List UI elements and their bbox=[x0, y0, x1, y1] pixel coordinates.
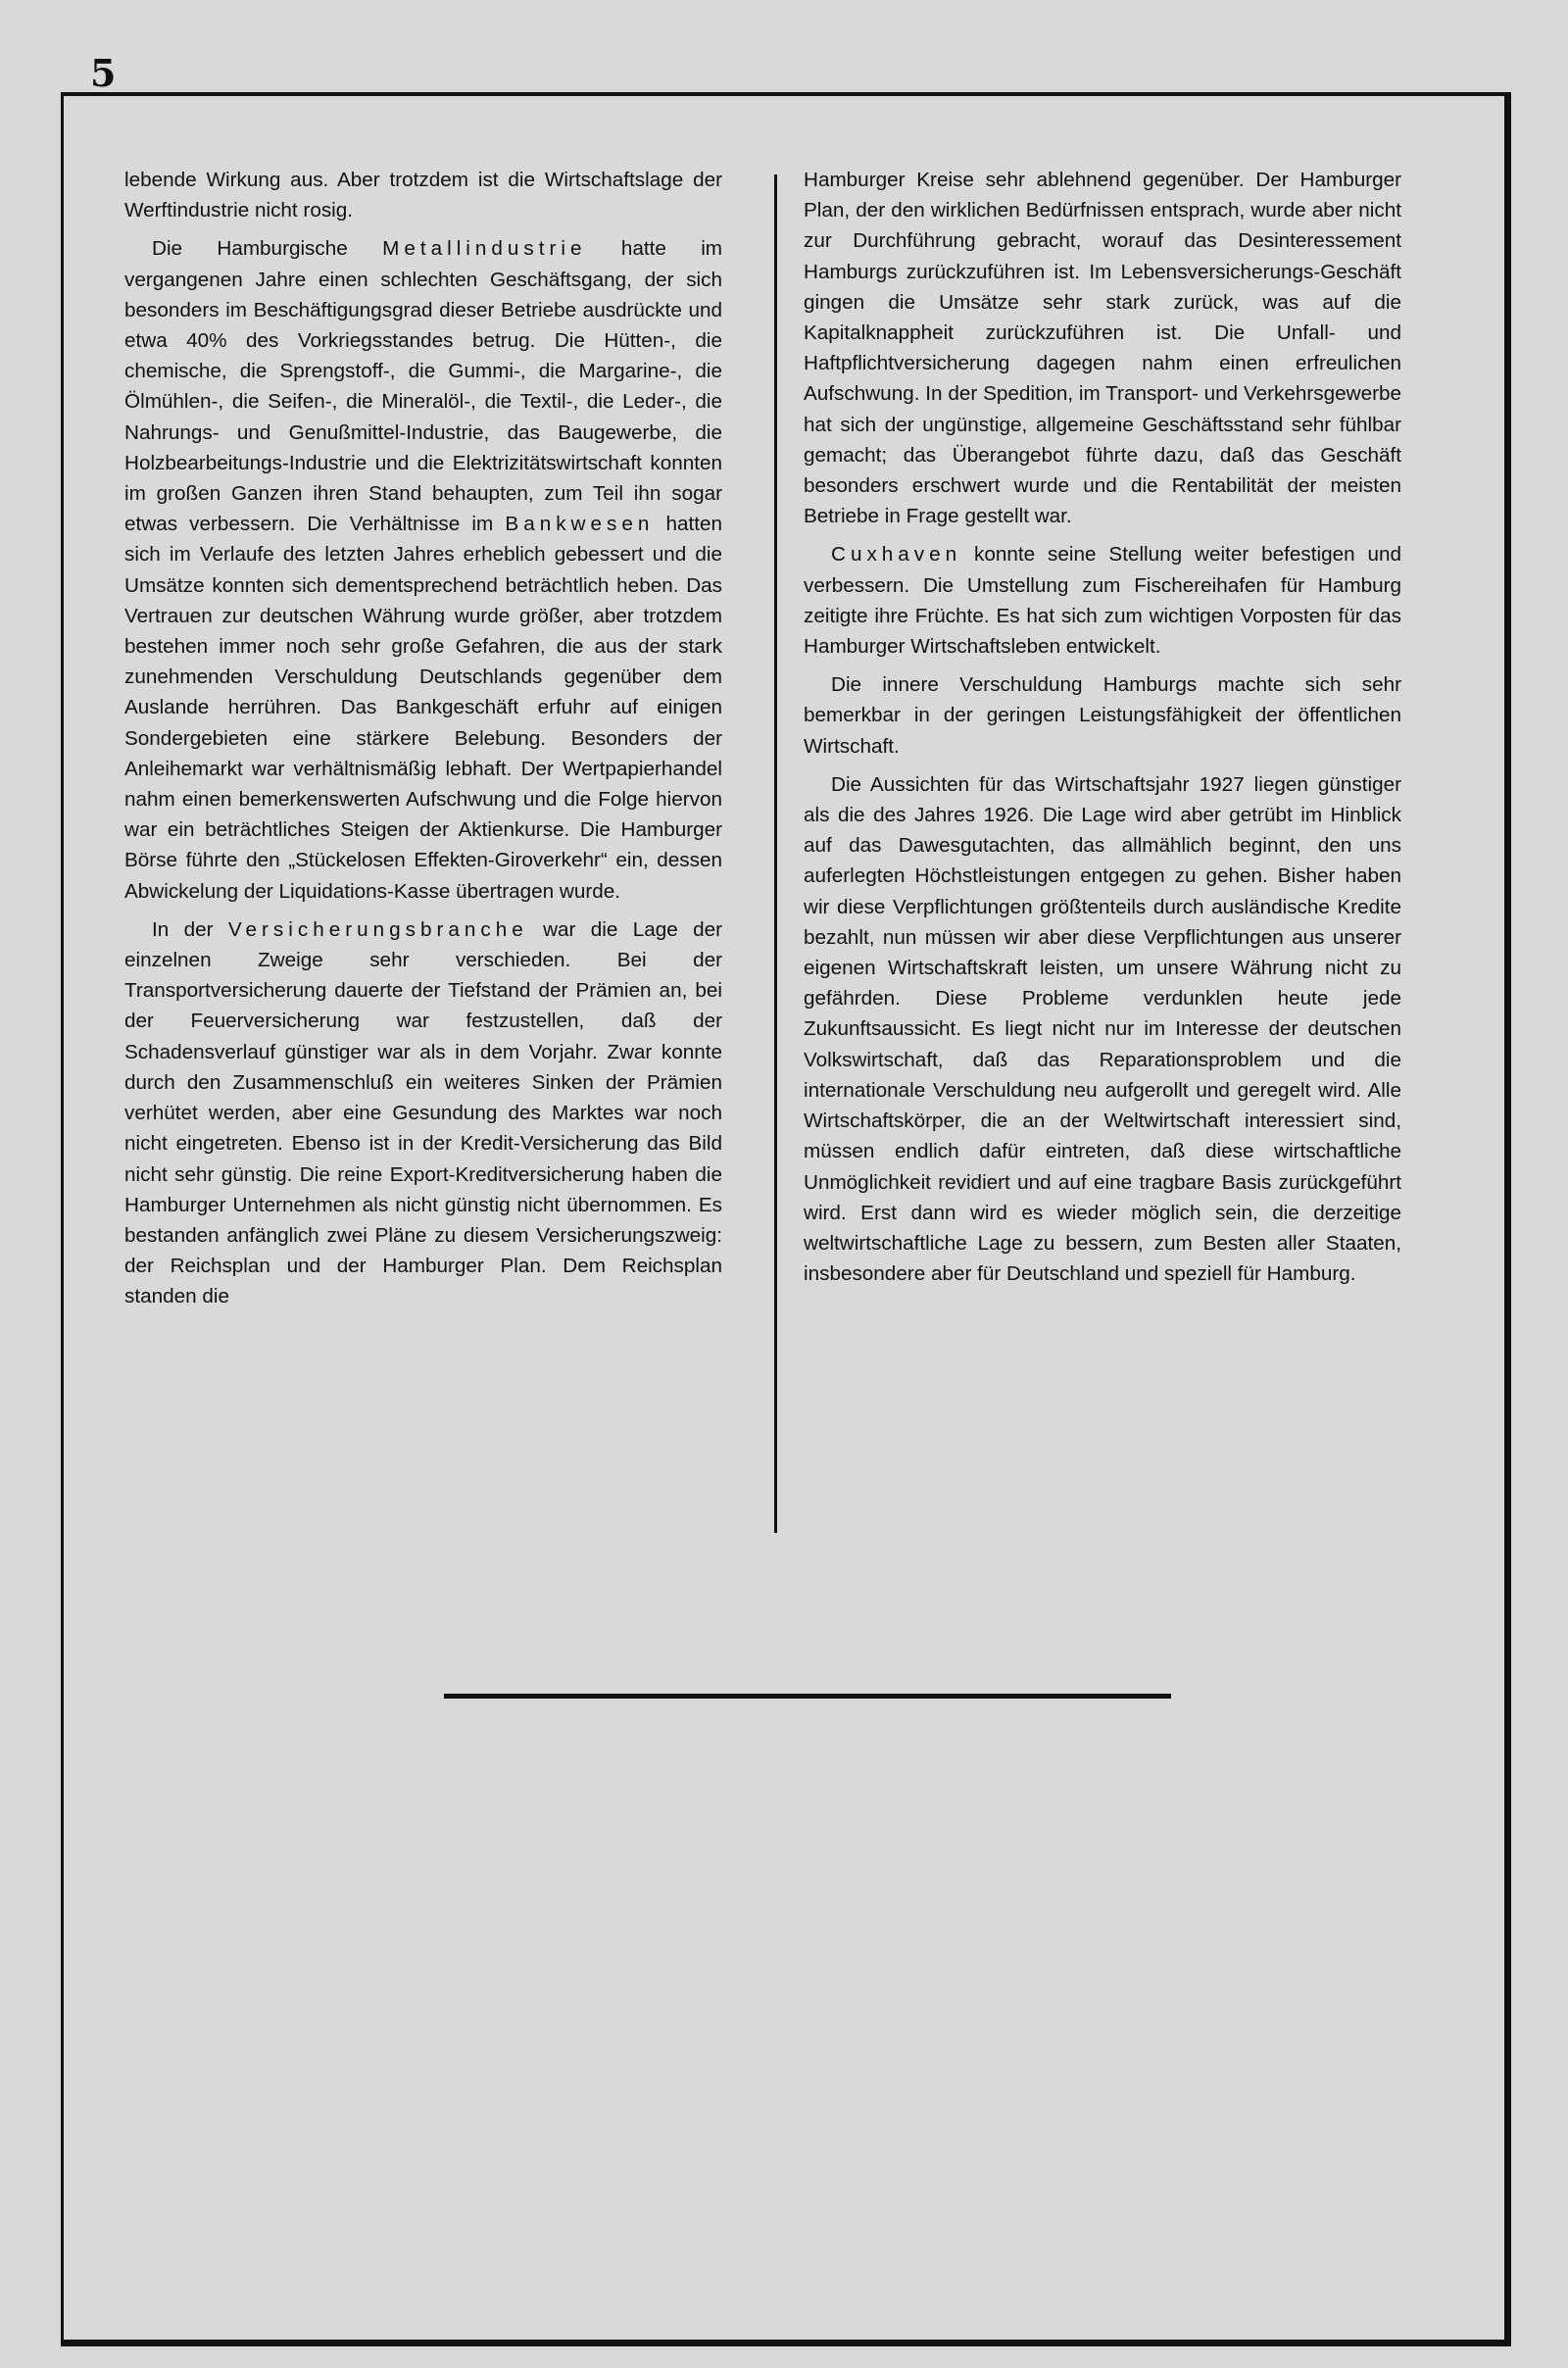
page-number: 5 bbox=[90, 51, 117, 95]
right-column bbox=[804, 165, 1401, 1297]
text-run: Die Hamburgische bbox=[152, 237, 348, 261]
column-divider bbox=[774, 174, 777, 1533]
paragraph: lebende Wirkung aus. Aber trotzdem ist die Wirtschaftslage der Werftindustrie nicht rosig. bbox=[124, 169, 722, 222]
spaced-term: Metallindustrie bbox=[382, 237, 587, 261]
spaced-term: Bankwesen bbox=[505, 513, 655, 536]
text-run: konnte seine Stellung weiter befestigen und verbessern. Die Umstellung zum Fischereihafen für Hamburg zeitigte ihre Früchte. Es hat sich zum wichtigen Vorposten für das Hamburger Wirtschaftsleben entwickelt. bbox=[804, 543, 1401, 659]
paragraph bbox=[124, 233, 722, 906]
text-run: hatten sich im Verlaufe des letzten Jahres erheblich gebessert und die Umsätze konnten sich dementsprechend beträchtlich heben. Das Vertrauen zur deutschen Währung wurde größer, aber trotzdem bestehen immer noch sehr große Gefahren, die aus der stark zunehmenden Verschuldung Deutschlands gegenüber dem Auslande herrühren. Das Bankgeschäft erfuhr auf einigen Sondergebieten eine stärkere Belebung. Besonders der Anleihemarkt war verhältnismäßig lebhaft. Der Wertpapierhandel nahm einen bemerkenswerten Aufschwung und die Folge hiervon war ein beträchtliches Steigen der Aktienkurse. Die Hamburger Börse führte den „Stückelosen Effekten-Giroverkehr“ ein, dessen Abwickelung der Liquidations-Kasse übertragen wurde. bbox=[124, 513, 723, 903]
text-run: In der bbox=[152, 917, 214, 941]
text-run: hatte im vergangenen Jahre einen schlechten Geschäftsgang, der sich besonders im Beschäftigungsgrad dieser Betriebe ausdrückte und etwa 40% des Vorkriegsstandes betrug. Die Hütten-, die chemische, die Sprengstoff-, die Gummi-, die Margarine-, die Ölmühlen-, die Seifen-, die Mineralöl-, die Textil-, die Leder-, die Nahrungs- und Genußmittel-Industrie, das Baugewerbe, die Holzbearbeitungs-Industrie und die Elektrizitätswirtschaft konnten im großen Ganzen ihren Stand behaupten, zum Teil ihn sogar etwas verbessern. Die Verhältnisse im bbox=[124, 237, 723, 536]
left-column bbox=[124, 165, 722, 1320]
paragraph: Hamburger Kreise sehr ablehnend gegenüber. Der Hamburger Plan, der den wirklichen Bedürfnissen entsprach, wurde aber nicht zur Durchführung gebracht, worauf das Desinteressement Hamburgs zurückzuführen ist. Im Lebensversicherungs-Geschäft gingen die Umsätze sehr stark zurück, was auf die Kapitalknappheit zurückzuführen ist. Die Unfall- und Haftpflichtversicherung dagegen nahm einen erfreulichen Aufschwung. In der Spedition, im Transport- und Verkehrsgewerbe hat sich der ungünstige, allgemeine Geschäftsstand sehr fühlbar gemacht; das Überangebot führte dazu, daß das Geschäft besonders erschwert wurde und die Rentabilität der meisten Betriebe in Frage gestellt war. bbox=[804, 169, 1401, 528]
paragraph: Die Aussichten für das Wirtschaftsjahr 1927 liegen günstiger als die des Jahres 1926. Die Lage wird aber getrübt im Hinblick auf das Dawesgutachten, das allmählich beginnt, den uns auferlegten Höchstleistungen entgegen zu gehen. Bisher haben wir diese Verpflichtungen größtenteils durch ausländische Kredite bezahlt, nun müssen wir aber diese Verpflichtungen aus unserer eigenen Wirtschaftskraft leisten, um unsere Währung nicht zu gefährden. Diese Probleme verdunklen heute jede Zukunftsaussicht. Es liegt nicht nur im Interesse der deutschen Volkswirtschaft, daß das Reparationsproblem und die internationale Verschuldung neu aufgerollt und geregelt wird. Alle Wirtschaftskörper, die an der Weltwirtschaft interessiert sind, müssen endlich dafür eintreten, daß diese wirtschaftliche Unmöglichkeit revidiert und auf eine tragbare Basis zurückgeführt wird. Erst dann wird es wieder möglich sein, die derzeitige weltwirtschaftliche Lage zu bessern, zum Besten aller Staaten, insbesondere aber für Deutschland und speziell für Hamburg. bbox=[804, 772, 1401, 1286]
paragraph bbox=[804, 539, 1401, 662]
end-rule bbox=[444, 1694, 1171, 1699]
paragraph: Die innere Verschuldung Hamburgs machte sich sehr bemerkbar in der geringen Leistungsfähigkeit der öffentlichen Wirtschaft. bbox=[804, 673, 1401, 758]
paragraph bbox=[124, 914, 722, 1312]
spaced-term: Cuxhaven bbox=[831, 543, 962, 567]
page-frame bbox=[61, 92, 1511, 2346]
text-run: war die Lage der einzelnen Zweige sehr verschieden. Bei der Transportversicherung dauerte der Tiefstand der Prämien an, bei der Feuerversicherung war festzustellen, daß der Schadensverlauf günstiger war als in dem Vorjahr. Zwar konnte durch den Zusammenschluß ein weiteres Sinken der Prämien verhütet werden, aber eine Gesundung des Marktes war noch nicht eingetreten. Ebenso ist in der Kredit-Versicherung das Bild nicht sehr günstig. Die reine Export-Kreditversicherung haben die Hamburger Unternehmen als nicht günstig nicht übernommen. Es bestanden anfänglich zwei Pläne zu diesem Versicherungszweig: der Reichsplan und der Hamburger Plan. Dem Reichsplan standen die bbox=[124, 917, 723, 1308]
spaced-term: Versicherungsbranche bbox=[227, 917, 528, 941]
